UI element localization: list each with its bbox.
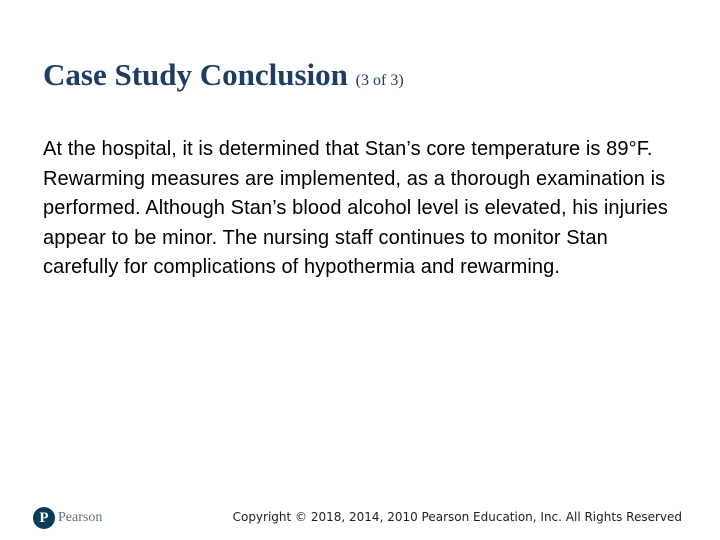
slide-body-text: At the hospital, it is determined that Stan’s core temperature is 89°F. Rewarming measures are implemented, as a thorough examination is performed. Although Stan’s blood alcohol level is elevated, his injuries appear to be minor. The nursing staff continues to monitor Stan carefully for complications of hypothermia and rewarming. bbox=[43, 138, 668, 278]
pearson-logo-icon: P bbox=[33, 507, 55, 529]
copyright-text: Copyright © 2018, 2014, 2010 Pearson Education, Inc. All Rights Reserved bbox=[232, 510, 682, 524]
pearson-logo bbox=[33, 505, 102, 531]
pearson-logo-text: Pearson bbox=[58, 510, 103, 525]
slide-counter: (3 of 3) bbox=[355, 72, 404, 89]
slide-title bbox=[43, 56, 404, 93]
slide-title-text: Case Study Conclusion bbox=[43, 57, 348, 92]
